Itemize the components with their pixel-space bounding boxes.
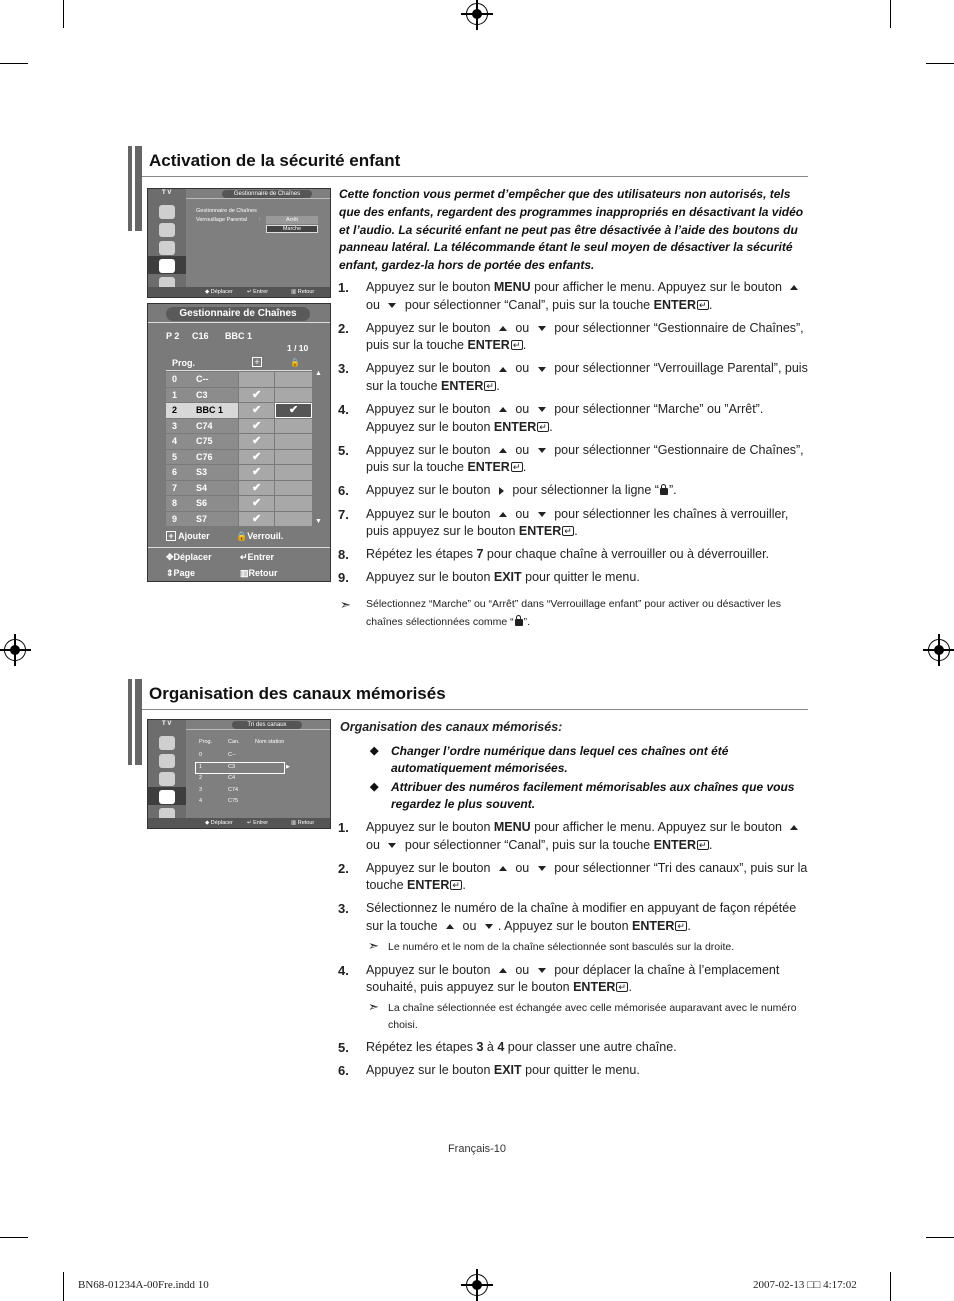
channel-number: 6 (172, 467, 178, 477)
picture-icon (159, 223, 175, 237)
right-arrow-icon (499, 487, 504, 495)
info-name: BBC 1 (225, 331, 253, 341)
sort-prog: 3 (199, 786, 203, 793)
step-item: 2. Appuyez sur le bouton ou pour sélectionner “Gestionnaire de Chaînes”, puis sur la touche ENTER↵ . (338, 320, 808, 355)
down-arrow-icon (485, 924, 493, 929)
step-item: 4. Appuyez sur le bouton ou pour sélectionner “Marche” ou ”Arrêt”. Appuyez sur le bouton ENTER↵ . (338, 401, 808, 436)
lock-icon (660, 488, 668, 495)
down-arrow-icon (388, 303, 396, 308)
channel-row[interactable] (166, 512, 312, 528)
menu-title: Gestionnaire de Chaînes (222, 190, 312, 198)
foot-back: ▥ Retour (291, 289, 315, 295)
lock-hint: 🔒Verrouil. (236, 531, 284, 541)
column-header (166, 356, 312, 370)
step-item: 6. Appuyez sur le bouton pour sélectionner la ligne “ ”. (338, 483, 677, 499)
down-arrow-icon (538, 367, 546, 372)
channel-row[interactable] (166, 465, 312, 481)
added-check-icon: ✔ (252, 419, 262, 432)
channel-row[interactable] (166, 403, 312, 419)
step-note: ➣ Le numéro et le nom de la chaîne sélectionnée sont basculés sur la droite. (368, 938, 735, 954)
step-item: 5. Appuyez sur le bouton ou pour sélectionner “Gestionnaire de Chaînes”, puis sur la touche ENTER↵ . (338, 442, 808, 477)
info-prog: P 2 (166, 331, 180, 341)
back-hint: ▥Retour (240, 568, 278, 578)
channel-number: 2 (172, 405, 178, 415)
enter-icon (484, 381, 496, 391)
channel-icon (159, 790, 175, 804)
sort-channel: C-- (228, 752, 236, 758)
up-arrow-icon (499, 512, 507, 517)
down-arrow-icon (538, 326, 546, 331)
section-bar (128, 146, 142, 231)
sort-channel: C74 (228, 786, 239, 793)
channel-name: S6 (196, 498, 208, 508)
enter-icon (675, 921, 687, 931)
file-slug: BN68-01234A-00Fre.indd 10 (78, 1279, 209, 1291)
lock-icon (515, 619, 523, 626)
section-rule (142, 176, 808, 177)
step-item: 3. Appuyez sur le bouton ou pour sélectionner “Verrouillage Parental”, puis sur la touche ENTER↵ . (338, 360, 808, 395)
menu-item: Verrouillage Parental (196, 217, 248, 223)
section-rule (142, 709, 808, 710)
added-check-icon: ✔ (252, 481, 262, 494)
sort-prog: 0 (199, 752, 203, 758)
step-item: 9. Appuyez sur le bouton EXIT pour quitter le menu. (338, 570, 640, 586)
bullet-2: Attribuer des numéros facilement mémorisables aux chaînes que vous regardez le plus souvent. (391, 779, 795, 811)
enter-hint: ↵Entrer (240, 552, 275, 562)
step-item: 1. Appuyez sur le bouton MENU pour afficher le menu. Appuyez sur le bouton ou pour sélectionner “Canal”, puis sur la touche ENTER↵ . (338, 279, 808, 314)
channel-icon (159, 259, 175, 273)
foot-enter: ↵ Entrer (247, 820, 269, 826)
channel-number: 3 (172, 420, 178, 431)
channel-row[interactable] (166, 388, 312, 404)
sort-intro: Organisation des canaux mémorisés: ◆ Changer l’ordre numérique dans lequel ces chaînes ont été automatiquement mémorisées. ◆ Attribuer des numéros facilement mémorisables aux chaînes que vous regardez le plus souvent. (338, 719, 808, 815)
enter-icon (450, 880, 462, 890)
channel-row[interactable] (166, 450, 312, 466)
channel-row[interactable] (166, 481, 312, 497)
move-hint: ✥Déplacer (166, 552, 212, 562)
input-icon (159, 205, 175, 219)
step-item: 8. Répétez les étapes 7 pour chaque chaîne à verrouiller ou à déverrouiller. (338, 547, 770, 563)
channel-row[interactable] (166, 496, 312, 512)
crop-mark (890, 1272, 891, 1301)
sort-prog: 4 (199, 798, 203, 804)
option-off: Arrêt (266, 216, 318, 224)
locked-check-icon: ✔ (289, 404, 299, 416)
up-arrow-icon (446, 924, 454, 929)
channel-name: C3 (196, 389, 208, 400)
crop-mark (0, 63, 28, 64)
step-item: 4. Appuyez sur le bouton ou pour déplacer la chaîne à l’emplacement souhaité, puis appuyez sur le bouton ENTER↵ . (338, 962, 808, 997)
lock-column-icon: 🔒 (290, 358, 300, 367)
step-item: 2. Appuyez sur le bouton ou pour sélectionner “Tri des canaux”, puis sur la touche ENTER↵ . (338, 860, 808, 895)
registration-mark-icon (466, 3, 488, 25)
channel-name: S7 (196, 513, 208, 524)
up-arrow-icon (790, 285, 798, 290)
enter-icon (616, 982, 628, 992)
added-check-icon: ✔ (252, 497, 262, 509)
up-arrow-icon (499, 866, 507, 871)
crop-mark (0, 1237, 28, 1238)
up-arrow-icon (499, 367, 507, 372)
foot-back: ▥ Retour (291, 820, 315, 826)
up-arrow-icon (790, 825, 798, 830)
intro-text: Cette fonction vous permet d’empêcher que des utilisateurs non autorisés, tels que des enfants, regardent des programmes inappropriés en désactivant la vidéo et l’audio. La sécurité enfant ne peut pas être désactivée à l’aide des boutons du panneau latéral. La télécommande étant le seul moyen de désactiver la sécurité enfant, gardez-la hors de portée des enfants. (339, 187, 804, 273)
sort-subtitle: Organisation des canaux mémorisés: (340, 720, 563, 734)
menu-title: Tri des canaux (232, 721, 302, 729)
sort-prog: 1 (199, 763, 203, 770)
registration-mark-icon (928, 639, 950, 661)
enter-icon (511, 462, 523, 472)
step-item: 6. Appuyez sur le bouton EXIT pour quitter le menu. (338, 1063, 640, 1079)
enter-icon (537, 422, 549, 432)
scroll-up-icon[interactable]: ▲ (315, 370, 322, 377)
channel-number: 4 (172, 436, 178, 446)
page-indicator: 1 / 10 (287, 343, 309, 353)
channel-row[interactable] (166, 372, 312, 388)
down-arrow-icon (538, 407, 546, 412)
section-bar (128, 679, 142, 765)
add-column-icon: + (252, 357, 262, 367)
channel-name: BBC 1 (196, 405, 224, 415)
note-1: ➣ Sélectionnez “Marche” ou “Arrêt” dans “Verrouillage enfant” pour activer ou désactiver les chaînes sélectionnées comme “ ”. (340, 597, 781, 628)
sound-icon (159, 772, 175, 786)
bullet-1: Changer l’ordre numérique dans lequel ces chaînes ont été automatiquement mémorisées. (391, 743, 729, 775)
enter-icon (511, 340, 523, 350)
added-check-icon: ✔ (252, 450, 262, 463)
tv-menu-screenshot: T V Gestionnaire de Chaînes Gestionnaire de Chaînes Verrouillage Parental : Arrêt Marche ◆ Déplacer ↵ Entrer ▥ Retour (147, 188, 331, 298)
channel-manager-title: Gestionnaire de Chaînes (166, 307, 310, 321)
channel-manager-screenshot (147, 303, 331, 582)
section-title-sort: Organisation des canaux mémorisés (149, 684, 446, 703)
added-check-icon: ✔ (252, 435, 262, 447)
date-slug: 2007-02-13 □□ 4:17:02 (753, 1279, 857, 1291)
up-arrow-icon (499, 407, 507, 412)
down-arrow-icon (388, 843, 396, 848)
step-item: 1. Appuyez sur le bouton MENU pour afficher le menu. Appuyez sur le bouton ou pour sélectionner “Canal”, puis sur la touche ENTER↵ . (338, 819, 808, 854)
page-number: Français-10 (447, 1143, 507, 1155)
channel-row[interactable] (166, 434, 312, 450)
up-arrow-icon (499, 448, 507, 453)
sort-channel: C75 (228, 798, 239, 804)
sound-icon (159, 241, 175, 255)
foot-move: ◆ Déplacer (205, 820, 233, 826)
channel-number: 0 (172, 374, 178, 384)
add-hint: + Ajouter (166, 531, 210, 541)
move-right-icon: ▶ (286, 764, 290, 770)
step-note: ➣ La chaîne sélectionnée est échangée avec celle mémorisée auparavant avec le numéro choisi. (368, 999, 797, 1031)
input-icon (159, 736, 175, 750)
down-arrow-icon (538, 448, 546, 453)
crop-mark (890, 0, 891, 28)
foot-enter: ↵ Entrer (247, 289, 269, 295)
step-item: 3. Sélectionnez le numéro de la chaîne à modifier en appuyant de façon répétée sur la touche ou . Appuyez sur le bouton ENTER↵ . (338, 900, 808, 935)
channel-list (166, 372, 312, 527)
tv-label: T V (162, 721, 172, 727)
channel-number: 7 (172, 482, 178, 493)
up-arrow-icon (499, 326, 507, 331)
step-item: 5. Répétez les étapes 3 à 4 pour classer une autre chaîne. (338, 1040, 677, 1056)
channel-number: 1 (172, 389, 178, 400)
tv-label: T V (162, 190, 172, 196)
channel-row[interactable] (166, 419, 312, 435)
sort-prog: 2 (199, 775, 203, 781)
sort-channel: C4 (228, 775, 236, 781)
channel-name: C-- (196, 374, 209, 384)
channel-name: C74 (196, 420, 213, 431)
channel-number: 9 (172, 513, 178, 524)
scroll-down-icon[interactable]: ▼ (315, 518, 322, 525)
enter-icon (697, 300, 709, 310)
picture-icon (159, 754, 175, 768)
enter-icon (562, 526, 574, 536)
option-on: Marche (266, 225, 318, 233)
channel-name: S4 (196, 482, 208, 493)
steps-list-1 (338, 279, 808, 592)
selection-box (195, 762, 285, 774)
registration-mark-icon (466, 1274, 488, 1296)
foot-move: ◆ Déplacer (205, 289, 233, 295)
up-arrow-icon (499, 968, 507, 973)
down-arrow-icon (538, 866, 546, 871)
info-channel: C16 (192, 331, 209, 341)
enter-icon (697, 840, 709, 850)
menu-item: Gestionnaire de Chaînes (196, 208, 257, 214)
page-hint: ⇕Page (166, 568, 196, 578)
section-title-child-lock: Activation de la sécurité enfant (149, 151, 401, 170)
channel-number: 5 (172, 451, 178, 462)
channel-name: C76 (196, 451, 213, 462)
added-check-icon: ✔ (252, 388, 262, 401)
step-item: 7. Appuyez sur le bouton ou pour sélectionner les chaînes à verrouiller, puis appuyez sur le bouton ENTER↵ . (338, 506, 808, 541)
added-check-icon: ✔ (252, 512, 262, 525)
channel-number: 8 (172, 498, 178, 508)
added-check-icon: ✔ (252, 466, 262, 478)
down-arrow-icon (538, 512, 546, 517)
crop-mark (63, 0, 64, 28)
sort-channel: C3 (228, 763, 236, 770)
crop-mark (926, 63, 954, 64)
steps-list-2 (338, 819, 808, 1085)
col-prog: Prog. (172, 358, 196, 368)
channel-name: C75 (196, 436, 213, 446)
channel-name: S3 (196, 467, 208, 477)
crop-mark (63, 1272, 64, 1301)
registration-mark-icon (4, 639, 26, 661)
down-arrow-icon (538, 968, 546, 973)
tv-sort-screenshot: T V Tri des canaux Prog. Can. Nom station 0 C-- 1 C3 2 C4 3 C74 4 C75 ▶ ◆ Déplacer ↵ Entrer ▥ Retour (147, 719, 331, 829)
added-check-icon: ✔ (252, 404, 262, 416)
crop-mark (926, 1237, 954, 1238)
